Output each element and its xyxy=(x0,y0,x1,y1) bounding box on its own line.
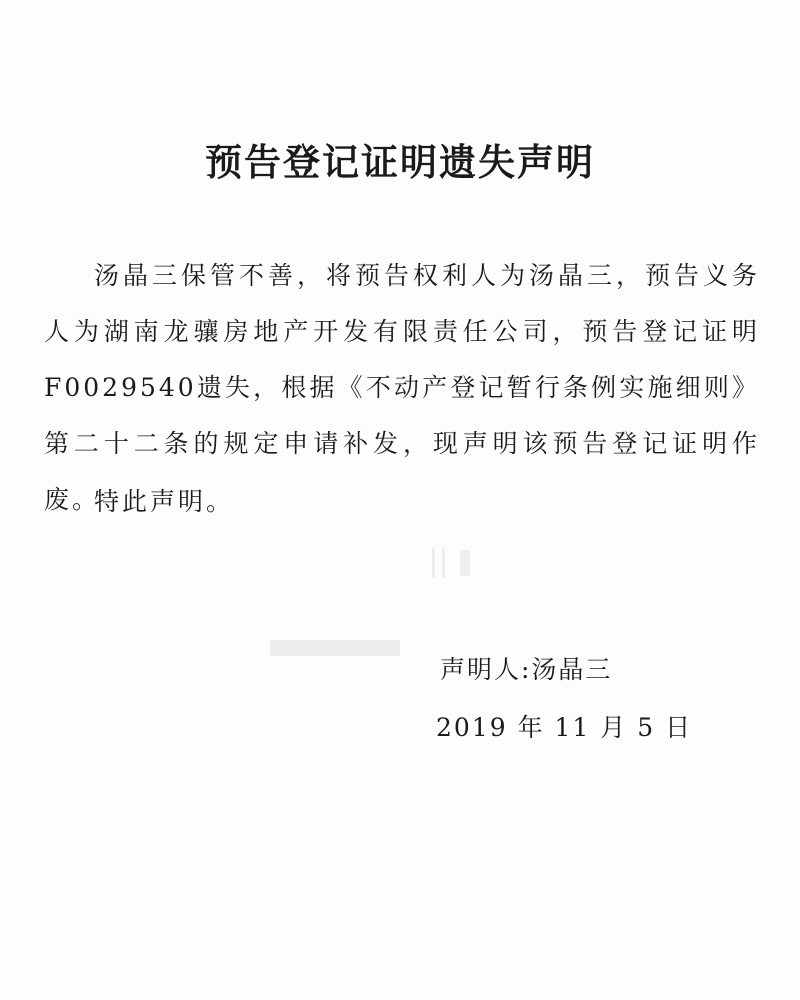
scan-artifact xyxy=(432,548,435,578)
signature-line: 声明人:汤晶三 xyxy=(440,655,613,684)
date-line: 2019 年 11 月 5 日 xyxy=(436,713,693,742)
scan-artifact xyxy=(442,548,445,578)
scan-artifact xyxy=(460,550,470,576)
closing-line: 特此声明。 xyxy=(94,487,235,516)
scan-artifact xyxy=(270,640,400,656)
statement-body: 汤晶三保管不善，将预告权利人为汤晶三，预告义务人为湖南龙骧房地产开发有限责任公司，预告登记证明F0029540遗失，根据《不动产登记暂行条例实施细则》第二十二条的规定申请补发，现声明该预告登记证明作废。 xyxy=(44,261,760,514)
document-title: 预告登记证明遗失声明 xyxy=(205,141,595,184)
